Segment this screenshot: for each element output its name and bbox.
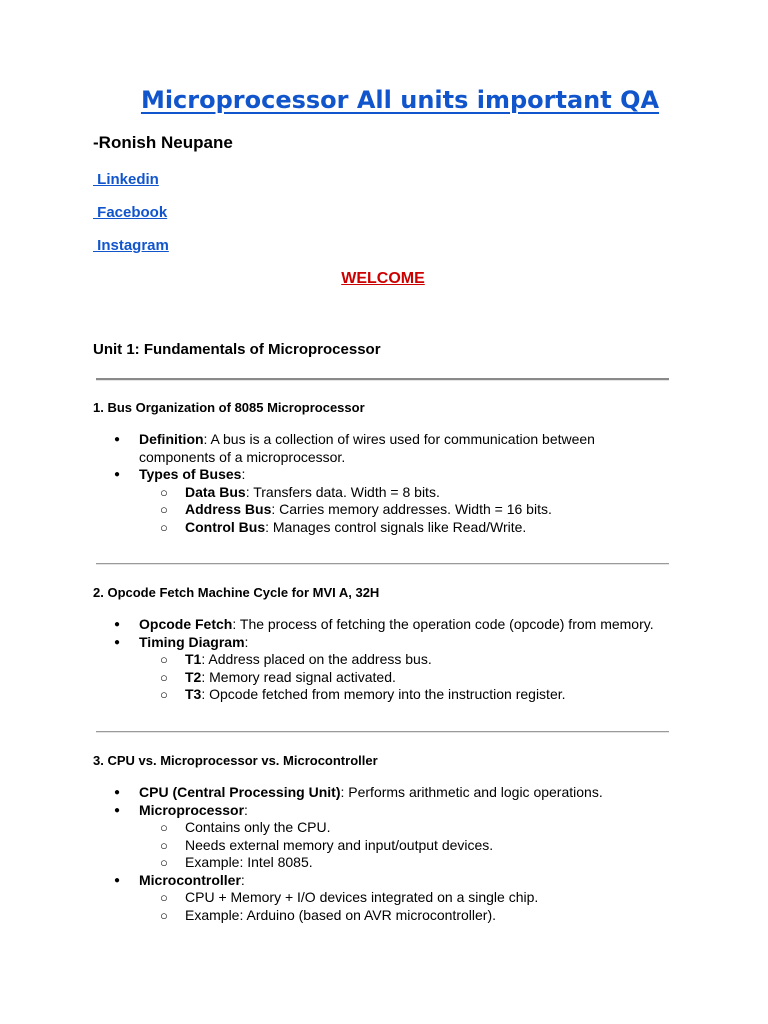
subitem-text: Contains only the CPU. xyxy=(185,819,331,835)
hollow-bullet-icon: ○ xyxy=(160,855,168,870)
bullet-list xyxy=(93,616,693,704)
horizontal-rule xyxy=(96,563,669,564)
unit-heading: Unit 1: Fundamentals of Microprocessor xyxy=(93,341,381,358)
item-term: Timing Diagram xyxy=(139,633,245,650)
sub-list-item xyxy=(93,819,693,837)
subitem-text: : Opcode fetched from memory into the instruction register. xyxy=(201,686,566,702)
subitem-term: T1 xyxy=(185,651,202,667)
facebook-link[interactable]: Facebook xyxy=(93,204,168,221)
hollow-bullet-icon: ○ xyxy=(160,837,168,853)
item-text-continued: components of a microprocessor. xyxy=(139,448,346,465)
list-item xyxy=(93,784,693,802)
subitem-term: T3 xyxy=(185,686,202,702)
bullet-list xyxy=(93,784,693,924)
subitem-text: CPU + Memory + I/O devices integrated on a single chip. xyxy=(185,889,539,905)
subitem-text: : Memory read signal activated. xyxy=(201,668,396,685)
bullet-icon: ● xyxy=(114,434,121,445)
sub-list-item xyxy=(93,484,693,502)
sub-list-item xyxy=(93,889,693,907)
hollow-bullet-icon: ○ xyxy=(160,820,168,835)
subitem-term: Address Bus xyxy=(185,501,272,517)
item-term: Microcontroller xyxy=(139,871,241,888)
subitem-text: : Transfers data. Width = 8 bits. xyxy=(245,483,440,500)
bullet-icon: ● xyxy=(114,804,121,816)
hollow-bullet-icon: ○ xyxy=(160,652,168,667)
section-heading: 2. Opcode Fetch Machine Cycle for MVI A, 32H xyxy=(93,585,380,600)
list-item xyxy=(93,431,693,466)
hollow-bullet-icon: ○ xyxy=(160,519,168,535)
sub-list-item xyxy=(93,651,693,669)
item-term: Types of Buses xyxy=(139,466,242,482)
document-title[interactable]: Microprocessor All units important QA xyxy=(140,86,660,114)
bullet-icon: ● xyxy=(114,874,121,886)
subitem-text: : Manages control signals like Read/Write. xyxy=(265,518,527,535)
section-heading: 3. CPU vs. Microprocessor vs. Microcontroller xyxy=(93,753,378,768)
sub-list-item xyxy=(93,837,693,855)
author-name: -Ronish Neupane xyxy=(93,133,233,152)
subitem-term: Control Bus xyxy=(185,518,266,535)
item-text: : Performs arithmetic and logic operations. xyxy=(340,784,603,800)
list-item xyxy=(93,616,693,634)
bullet-list xyxy=(93,431,693,536)
sub-list-item xyxy=(93,519,693,537)
item-term: Opcode Fetch xyxy=(139,616,233,632)
subitem-text: Needs external memory and input/output devices. xyxy=(185,836,494,853)
welcome-heading: WELCOME xyxy=(341,270,425,287)
subitem-text: : Carries memory addresses. Width = 16 bits. xyxy=(271,501,552,517)
item-term: Definition xyxy=(139,431,204,447)
section-heading: 1. Bus Organization of 8085 Microprocessor xyxy=(93,400,365,415)
bullet-icon: ● xyxy=(114,469,121,480)
item-text: : xyxy=(241,466,246,482)
hollow-bullet-icon: ○ xyxy=(160,890,168,905)
horizontal-rule xyxy=(96,378,669,380)
hollow-bullet-icon: ○ xyxy=(160,484,168,500)
item-text: : xyxy=(244,633,249,650)
bullet-icon: ● xyxy=(114,636,121,648)
item-term: Microprocessor xyxy=(139,801,245,818)
instagram-link[interactable]: Instagram xyxy=(93,237,169,254)
sub-list-item xyxy=(93,669,693,687)
bullet-icon: ● xyxy=(114,619,121,630)
subitem-text: : Address placed on the address bus. xyxy=(201,651,432,667)
subitem-text: Example: Arduino (based on AVR microcontroller). xyxy=(185,906,496,923)
linkedin-link[interactable]: Linkedin xyxy=(93,171,159,188)
sub-list-item xyxy=(93,686,693,704)
sub-list-item xyxy=(93,501,693,519)
hollow-bullet-icon: ○ xyxy=(160,502,168,517)
horizontal-rule xyxy=(96,731,669,732)
item-term: CPU (Central Processing Unit) xyxy=(139,784,341,800)
list-item xyxy=(93,634,693,652)
list-item xyxy=(93,802,693,820)
subitem-term: Data Bus xyxy=(185,483,246,500)
item-text: : xyxy=(244,801,248,818)
hollow-bullet-icon: ○ xyxy=(160,687,168,702)
sub-list-item xyxy=(93,907,693,925)
hollow-bullet-icon: ○ xyxy=(160,669,168,685)
item-text: : The process of fetching the operation code (opcode) from memory. xyxy=(232,616,654,632)
subitem-term: T2 xyxy=(185,668,202,685)
item-text: : A bus is a collection of wires used for communication between xyxy=(203,431,595,447)
bullet-icon: ● xyxy=(114,787,121,798)
list-item xyxy=(93,466,693,484)
sub-list-item xyxy=(93,854,693,872)
hollow-bullet-icon: ○ xyxy=(160,907,168,923)
item-text: : xyxy=(240,871,245,888)
list-item xyxy=(93,872,693,890)
subitem-text: Example: Intel 8085. xyxy=(185,854,313,870)
